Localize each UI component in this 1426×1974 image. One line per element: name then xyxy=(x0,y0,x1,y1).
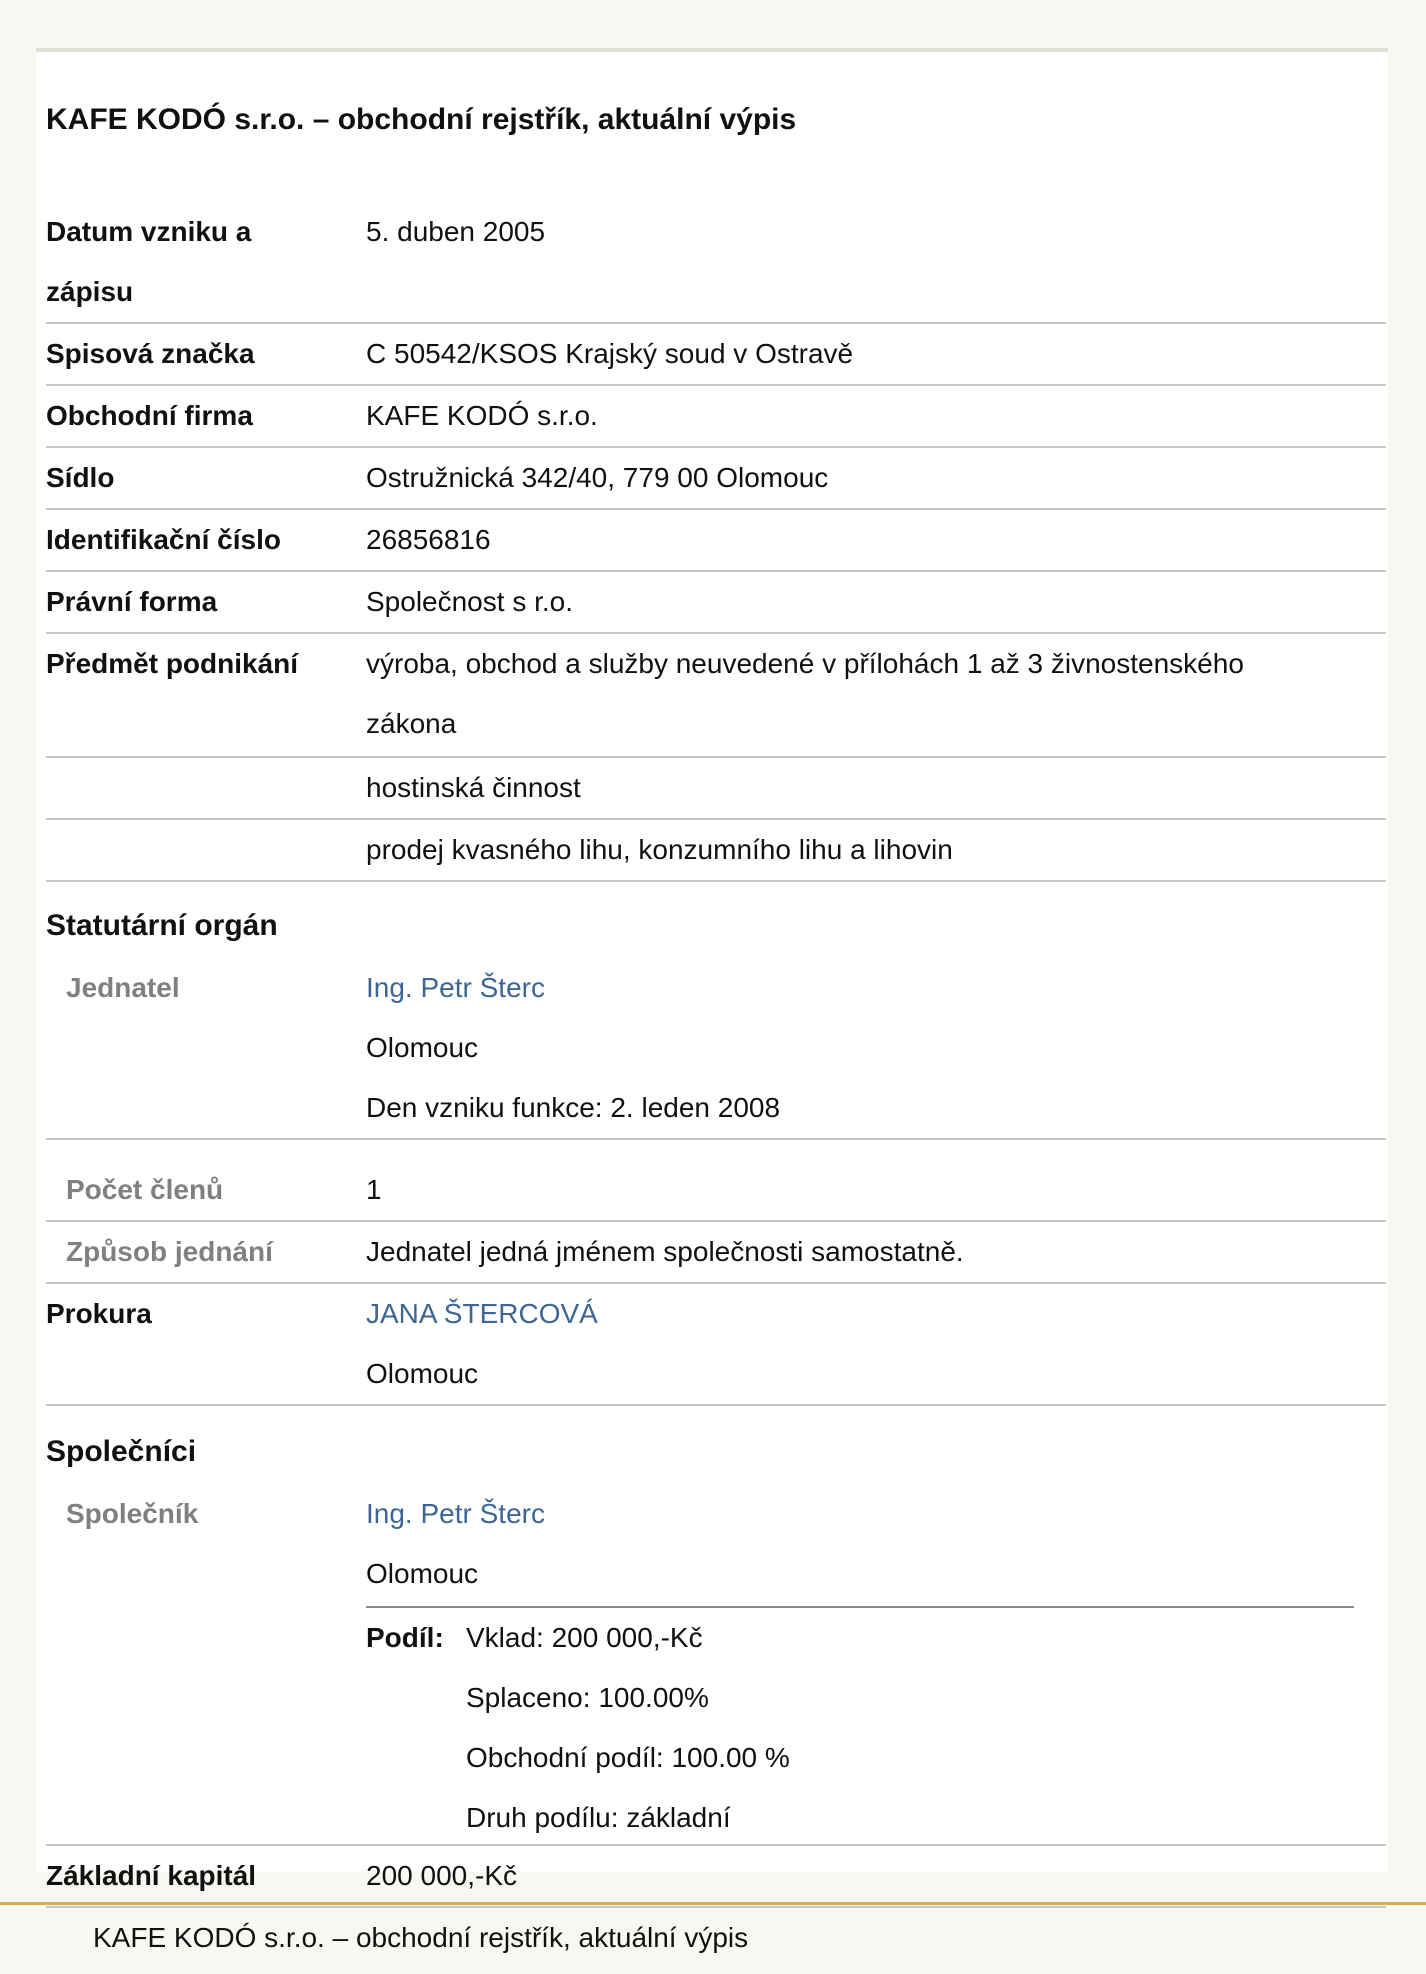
label-identifikacni-cislo: Identifikační číslo xyxy=(46,524,281,555)
row-datum-vzniku xyxy=(46,202,1386,324)
value-datum-vzniku: 5. duben 2005 xyxy=(366,216,546,247)
value-zpusob-jednani: Jednatel jedná jménem společnosti samostatně. xyxy=(366,1236,964,1267)
row-obchodni-firma xyxy=(46,386,1386,448)
label-datum-vzniku-line1: Datum vzniku a xyxy=(46,216,252,247)
label-obchodni-firma: Obchodní firma xyxy=(46,400,253,431)
value-predmet-line1: výroba, obchod a služby neuvedené v přílohách 1 až 3 živnostenského xyxy=(366,648,1244,679)
row-predmet-hostinska xyxy=(46,758,1386,820)
value-sidlo: Ostružnická 342/40, 779 00 Olomouc xyxy=(366,462,829,493)
label-zakladni-kapital: Základní kapitál xyxy=(46,1860,257,1891)
label-sidlo: Sídlo xyxy=(46,462,115,493)
value-identifikacni-cislo: 26856816 xyxy=(366,524,491,555)
footer-title: KAFE KODÓ s.r.o. – obchodní rejstřík, aktuální výpis xyxy=(93,1922,749,1953)
value-zakladni-kapital: 200 000,-Kč xyxy=(366,1860,517,1891)
value-podil-vklad: Vklad: 200 000,-Kč xyxy=(466,1622,703,1653)
value-pravni-forma: Společnost s r.o. xyxy=(366,586,574,617)
section-spolecnici: Společníci xyxy=(46,1435,197,1468)
value-predmet-lihoviny: prodej kvasného lihu, konzumního lihu a lihovin xyxy=(366,834,953,865)
row-pocet-clenu xyxy=(46,1160,1386,1222)
link-jednatel-name[interactable]: Ing. Petr Šterc xyxy=(366,972,545,1003)
page-title: KAFE KODÓ s.r.o. – obchodní rejstřík, aktuální výpis xyxy=(46,103,797,136)
value-podil-splaceno: Splaceno: 100.00% xyxy=(466,1682,709,1713)
label-spolecnik: Společník xyxy=(66,1498,199,1529)
link-spolecnik-name[interactable]: Ing. Petr Šterc xyxy=(366,1498,545,1529)
value-spisova-znacka: C 50542/KSOS Krajský soud v Ostravě xyxy=(366,338,854,369)
value-prokura-city: Olomouc xyxy=(366,1358,479,1389)
row-spisova-znacka xyxy=(46,324,1386,386)
link-prokura-name[interactable]: JANA ŠTERCOVÁ xyxy=(366,1298,598,1329)
label-podil: Podíl: xyxy=(366,1622,444,1653)
row-jednatel xyxy=(46,958,1386,1140)
label-predmet-podnikani: Předmět podnikání xyxy=(46,648,299,679)
label-pravni-forma: Právní forma xyxy=(46,586,218,617)
label-prokura: Prokura xyxy=(46,1298,152,1329)
value-obchodni-firma: KAFE KODÓ s.r.o. xyxy=(366,400,598,431)
value-pocet-clenu: 1 xyxy=(366,1174,382,1205)
row-predmet-lihoviny xyxy=(46,820,1386,882)
value-jednatel-city: Olomouc xyxy=(366,1032,479,1063)
value-spolecnik-city: Olomouc xyxy=(366,1558,479,1589)
label-pocet-clenu: Počet členů xyxy=(66,1174,224,1205)
row-prokura xyxy=(46,1284,1386,1406)
row-zpusob-jednani xyxy=(46,1222,1386,1284)
row-spolecnik xyxy=(46,1484,1386,1846)
label-datum-vzniku-line2: zápisu xyxy=(46,276,134,307)
row-pravni-forma xyxy=(46,572,1386,634)
label-zpusob-jednani: Způsob jednání xyxy=(66,1236,273,1267)
value-jednatel-since: Den vzniku funkce: 2. leden 2008 xyxy=(366,1092,781,1123)
value-predmet-line2: zákona xyxy=(366,708,457,739)
value-podil-obchodni: Obchodní podíl: 100.00 % xyxy=(466,1742,790,1773)
registry-card xyxy=(36,48,1388,1891)
footer-divider xyxy=(0,1902,1426,1905)
row-identifikacni-cislo xyxy=(46,510,1386,572)
row-sidlo xyxy=(46,448,1386,510)
label-jednatel: Jednatel xyxy=(66,972,180,1003)
row-predmet-podnikani xyxy=(46,634,1386,758)
section-statutarni-organ: Statutární orgán xyxy=(46,909,278,942)
row-zakladni-kapital xyxy=(46,1846,1386,1908)
label-spisova-znacka: Spisová značka xyxy=(46,338,255,369)
value-podil-druh: Druh podílu: základní xyxy=(466,1802,731,1833)
value-predmet-hostinska: hostinská činnost xyxy=(366,772,581,803)
